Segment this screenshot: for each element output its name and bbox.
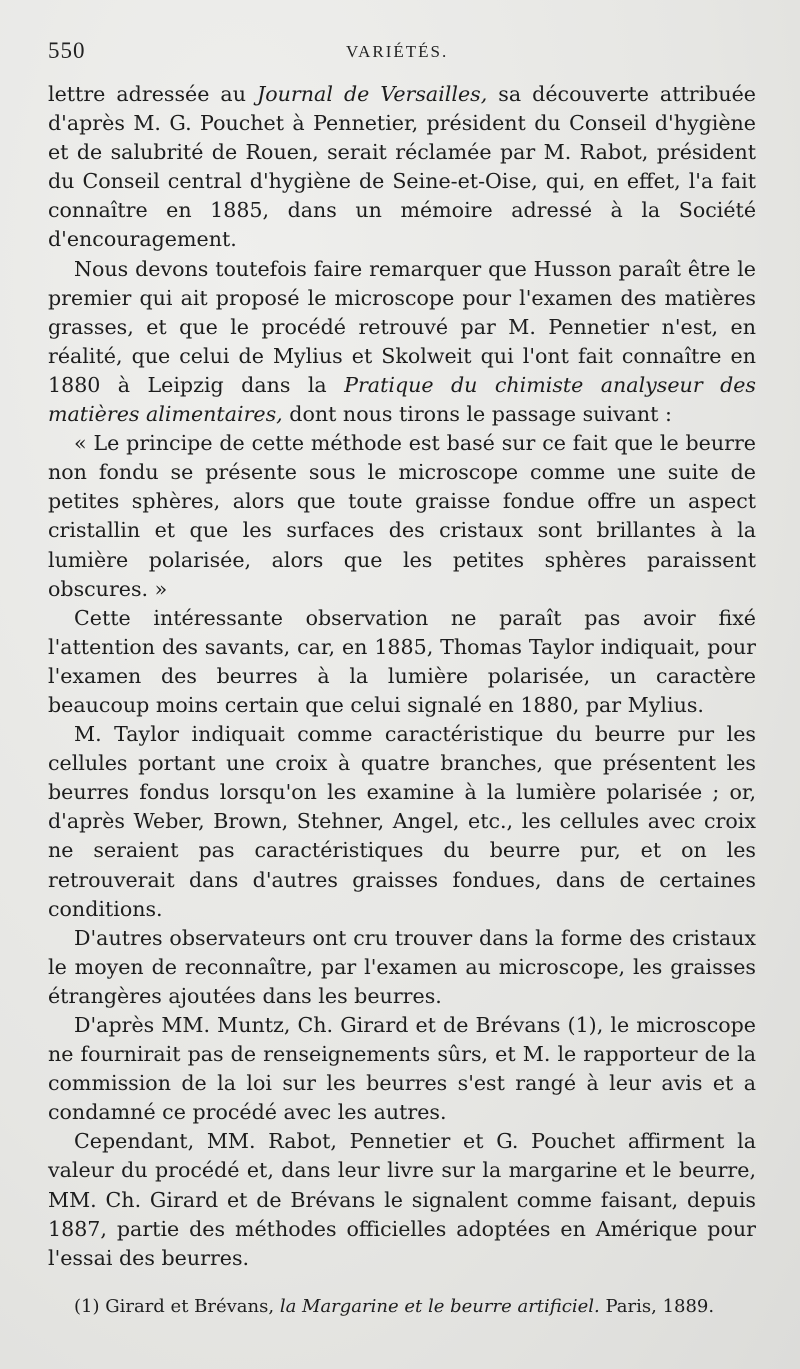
- text-run: Nous devons toutefois faire remarquer que Husson paraît être le premier qui ait proposé le microscope pour l'examen des matières grasses, et que le procédé retrouvé par M. Pennetier n'est, en réalité, que celui de Mylius et Skolweit qui l'ont fait connaître en 1880 à Leipzig dans la: [48, 256, 756, 397]
- paragraph: [48, 429, 756, 604]
- paragraph: [48, 255, 756, 430]
- paragraph: [48, 1127, 756, 1272]
- paragraph: [48, 720, 756, 924]
- italic-text-run: Pratique du chimiste analyseur des matières alimentaires,: [48, 372, 757, 427]
- text-run: D'après MM. Muntz, Ch. Girard et de Brévans (1), le microscope ne fournirait pas de renseignements sûrs, et M. le rapporteur de la commission de la loi sur les beurres s'est rangé à leur avis et a condamné ce procédé avec les autres.: [48, 1013, 756, 1125]
- page-header: [48, 38, 756, 70]
- paragraph: [48, 1011, 756, 1127]
- body-text: [48, 80, 756, 1273]
- text-run: M. Taylor indiquait comme caractéristique du beurre pur les cellules portant une croix à quatre branches, que présentent les beurres fondus lorsqu'on les examine à la lumière polarisée ; or, d'après Weber, Brown, Stehner, Angel, etc., les cellules avec croix ne seraient pas caractéristiques du beurre pur, et on les retrouverait dans d'autres graisses fondues, dans de certaines conditions.: [48, 722, 756, 921]
- text-run: « Le principe de cette méthode est basé sur ce fait que le beurre non fondu se présente sous le microscope comme une suite de petites sphères, alors que toute graisse fondue offre un aspect cristallin et que les surfaces des cristaux sont brillantes à la lumière polarisée, alors que les petites sphères paraissent obscures. »: [48, 431, 756, 601]
- paragraph: [48, 80, 756, 255]
- text-run: sa découverte attribuée d'après M. G. Pouchet à Pennetier, président du Conseil d'hygiène et de salubrité de Rouen, serait réclamée par M. Rabot, président du Conseil central d'hygiène de Seine-et-Oise, qui, en effet, l'a fait connaître en 1885, dans un mémoire adressé à la Société d'encouragement.: [48, 82, 756, 252]
- running-head: VARIÉTÉS.: [346, 42, 449, 61]
- text-run: Cette intéressante observation ne paraît pas avoir fixé l'attention des savants, car, en 1885, Thomas Taylor indiquait, pour l'examen des beurres à la lumière polarisée, un caractère beaucoup moins certain que celui signalé en 1880, par Mylius.: [48, 605, 756, 717]
- text-run: Paris, 1889.: [599, 1295, 715, 1317]
- text-run: dont nous tirons le passage suivant :: [282, 402, 672, 427]
- page-number: 550: [48, 38, 86, 63]
- book-page: [48, 38, 756, 1319]
- italic-text-run: Journal de Versailles,: [257, 82, 488, 106]
- paragraph: [48, 604, 756, 720]
- text-run: D'autres observateurs ont cru trouver dans la forme des cristaux le moyen de reconnaître, par l'examen au microscope, les graisses étrangères ajoutées dans les beurres.: [48, 925, 756, 1008]
- italic-text-run: la Margarine et le beurre artificiel.: [279, 1295, 600, 1317]
- text-run: (1) Girard et Brévans,: [74, 1295, 280, 1317]
- text-run: lettre adressée au: [48, 82, 258, 106]
- footnote: [48, 1295, 756, 1319]
- paragraph: [48, 924, 756, 1011]
- text-run: Cependant, MM. Rabot, Pennetier et G. Pouchet affirment la valeur du procédé et, dans leur livre sur la margarine et le beurre, MM. Ch. Girard et de Brévans le signalent comme faisant, depuis 1887, partie des méthodes officielles adoptées en Amérique pour l'essai des beurres.: [48, 1129, 756, 1270]
